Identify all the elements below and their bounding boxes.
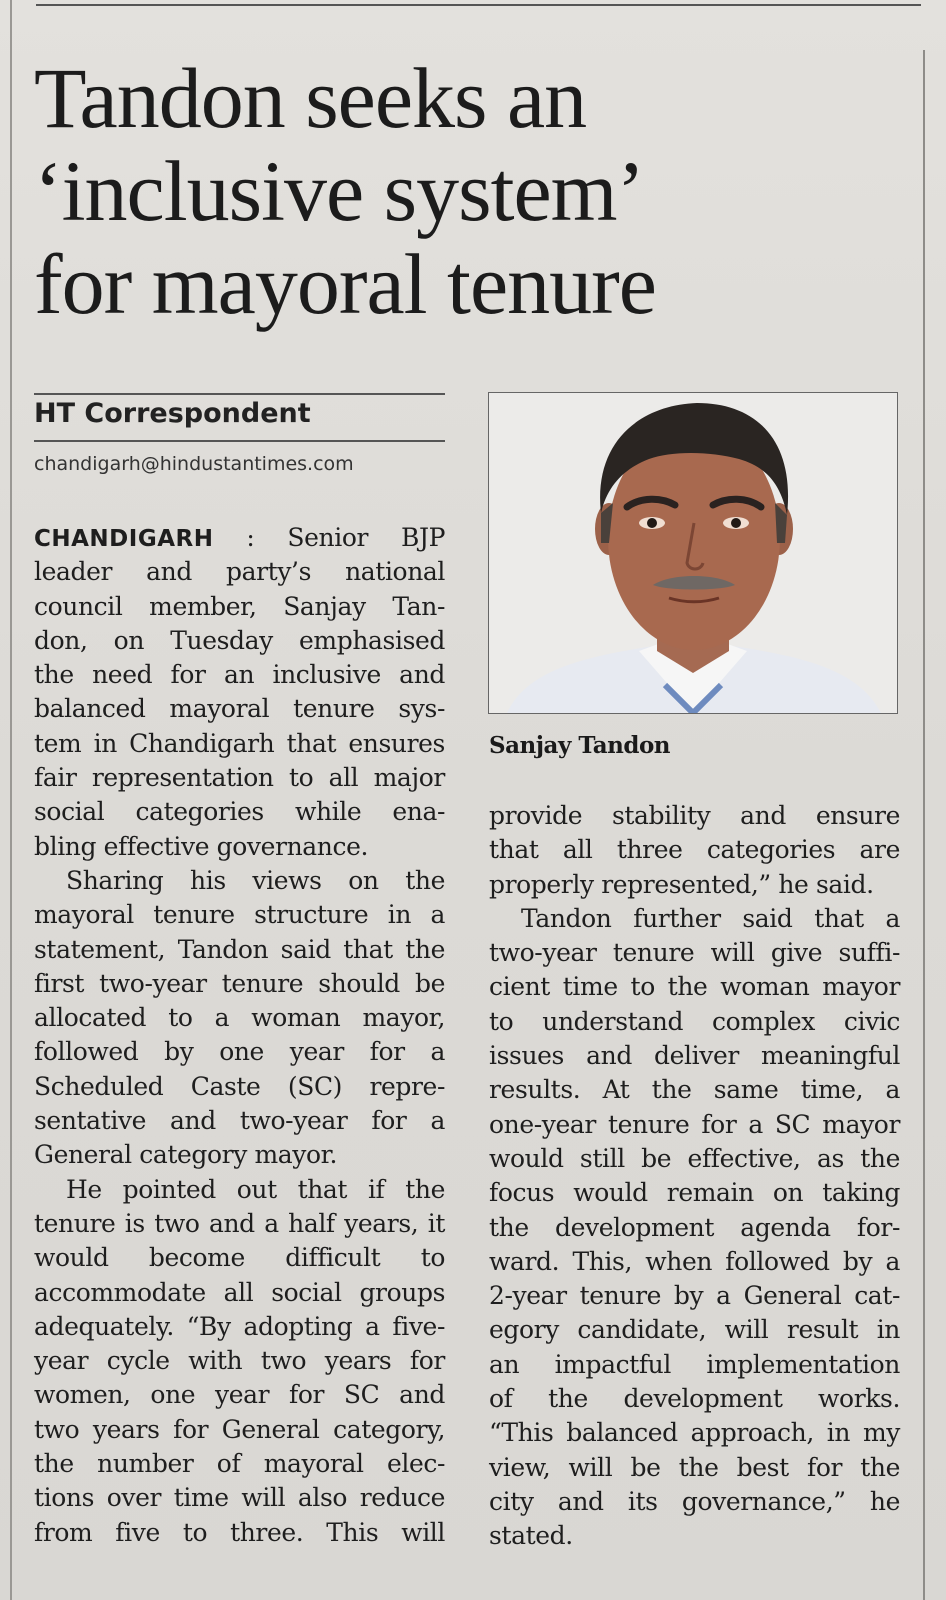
article-line: of the development works. bbox=[489, 1384, 900, 1414]
article-line-text: : Senior BJP bbox=[213, 523, 445, 552]
article-line: statement, Tandon said that the bbox=[34, 934, 445, 964]
article-line: council member, Sanjay Tan- bbox=[34, 591, 445, 621]
article-line: first two-year tenure should be bbox=[34, 968, 445, 998]
article-line: mayoral tenure structure in a bbox=[34, 900, 445, 930]
article-line: year cycle with two years for bbox=[34, 1346, 445, 1376]
article-line: adequately. “By adopting a five- bbox=[34, 1311, 445, 1341]
article-line: one-year tenure for a SC mayor bbox=[489, 1109, 900, 1139]
article-line: properly represented,” he said. bbox=[489, 869, 874, 899]
article-column-left bbox=[34, 521, 445, 1550]
article-line: results. At the same time, a bbox=[489, 1075, 900, 1105]
article-line: the development agenda for- bbox=[489, 1212, 900, 1242]
article-line: Scheduled Caste (SC) repre- bbox=[34, 1071, 445, 1101]
article-line: stated. bbox=[489, 1521, 573, 1551]
article-line: tem in Chandigarh that ensures bbox=[34, 728, 445, 758]
article-line: that all three categories are bbox=[489, 835, 900, 865]
article-line: tions over time will also reduce bbox=[34, 1483, 445, 1513]
article-line: sentative and two-year for a bbox=[34, 1106, 445, 1136]
article-line: Sharing his views on the bbox=[66, 865, 445, 895]
article-line: General category mayor. bbox=[34, 1140, 338, 1170]
article-line: 2-year tenure by a General cat- bbox=[489, 1281, 900, 1311]
top-rule bbox=[36, 4, 921, 6]
article-line: cient time to the woman mayor bbox=[489, 972, 900, 1002]
article-line: balanced mayoral tenure sys- bbox=[34, 694, 445, 724]
headline-line-3: for mayoral tenure bbox=[34, 236, 656, 332]
article-line: would become difficult to bbox=[34, 1243, 445, 1273]
article-line: two years for General category, bbox=[34, 1414, 445, 1444]
article-line: view, will be the best for the bbox=[489, 1452, 900, 1482]
article-line: accommodate all social groups bbox=[34, 1277, 445, 1307]
article-line: “This balanced approach, in my bbox=[489, 1418, 900, 1448]
article-line: ward. This, when followed by a bbox=[489, 1246, 900, 1276]
article-line: would still be effective, as the bbox=[489, 1143, 900, 1173]
article-line bbox=[34, 521, 445, 555]
byline: HT Correspondent bbox=[34, 398, 311, 429]
article-line: fair representation to all major bbox=[34, 763, 445, 793]
left-column-rule bbox=[10, 0, 12, 1600]
article-line: don, on Tuesday emphasised bbox=[34, 625, 445, 655]
article-line: an impactful implementation bbox=[489, 1349, 900, 1379]
author-email: chandigarh@hindustantimes.com bbox=[34, 453, 354, 475]
headline-line-1: Tandon seeks an bbox=[34, 50, 587, 146]
article-line: He pointed out that if the bbox=[66, 1174, 445, 1204]
headline bbox=[34, 52, 914, 331]
byline-top-rule bbox=[34, 393, 445, 395]
dateline: CHANDIGARH bbox=[34, 526, 214, 552]
article-line: provide stability and ensure bbox=[489, 801, 900, 830]
portrait-photo bbox=[488, 392, 898, 714]
article-line: tenure is two and a half years, it bbox=[34, 1208, 445, 1238]
article-line: allocated to a woman mayor, bbox=[34, 1003, 445, 1033]
portrait-illustration bbox=[489, 393, 897, 713]
article-line: social categories while ena- bbox=[34, 797, 445, 827]
byline-bottom-rule bbox=[34, 440, 445, 442]
article-line: Tandon further said that a bbox=[521, 903, 900, 933]
article-line: followed by one year for a bbox=[34, 1037, 445, 1067]
headline-line-2: ‘inclusive system’ bbox=[34, 143, 645, 239]
article-line: egory candidate, will result in bbox=[489, 1315, 900, 1345]
article-line: the number of mayoral elec- bbox=[34, 1449, 445, 1479]
article-column-right bbox=[489, 799, 900, 1554]
article-line: two-year tenure will give suffi- bbox=[489, 938, 900, 968]
article-line: city and its governance,” he bbox=[489, 1486, 900, 1516]
article-line: issues and deliver meaningful bbox=[489, 1041, 900, 1071]
article-line: bling effective governance. bbox=[34, 831, 369, 861]
article-line: leader and party’s national bbox=[34, 557, 445, 587]
article-line: focus would remain on taking bbox=[489, 1178, 900, 1208]
article-line: from five to three. This will bbox=[34, 1517, 445, 1547]
right-column-rule bbox=[923, 50, 925, 1600]
article-line: to understand complex civic bbox=[489, 1006, 900, 1036]
photo-caption: Sanjay Tandon bbox=[489, 732, 671, 759]
article-line: women, one year for SC and bbox=[34, 1380, 445, 1410]
article-line: the need for an inclusive and bbox=[34, 660, 445, 690]
